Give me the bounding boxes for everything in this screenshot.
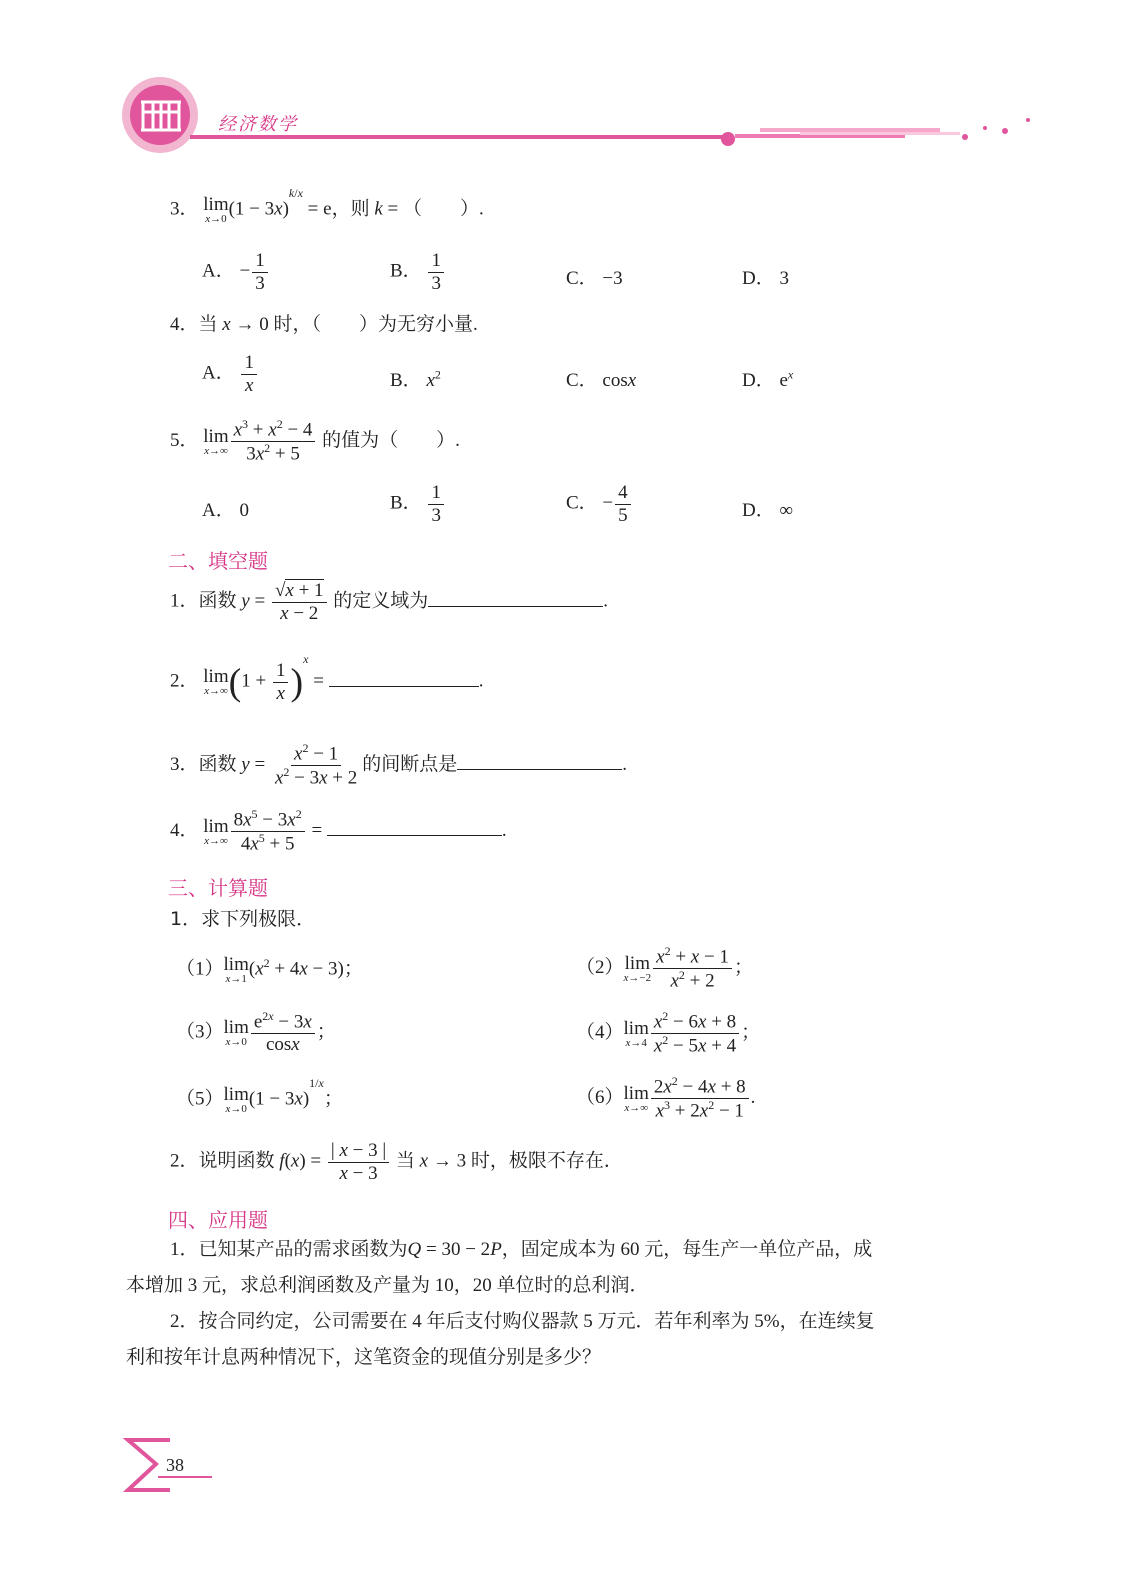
q5-option-b: B． $\frac{1}{3}$ <box>390 482 446 527</box>
fill-4: 4． lim x→∞ $\frac{8x^5 - 3x^2}{4x^5 + 5}$ = . <box>170 807 507 855</box>
page-number: 38 <box>166 1455 184 1475</box>
q3-option-a: A． − $\frac{1}{3}$ <box>202 250 270 295</box>
question-3: 3． lim x→0 $(1 - 3x)^{k/x} = e$，则 k = （ ）. <box>170 186 484 225</box>
app-1-line-2: 本增加 3 元，求总利润函数及产量为 10，20 单位时的总利润． <box>126 1275 649 1296</box>
q3-option-c: C． −3 <box>566 268 623 289</box>
fill-4-blank[interactable] <box>327 834 502 836</box>
calc-1-item-3: （3） lim x→0 $\frac{e^{2x} - 3x}{\cos x}$ ； <box>176 1009 336 1056</box>
fill-1: 1．函数 y = $\frac{√x + 1}{x - 2}$ 的定义域为 . <box>170 580 609 624</box>
fill-3-blank[interactable] <box>457 768 622 770</box>
q5-option-c: C． − $\frac{4}{5}$ <box>566 482 633 527</box>
calc-1-intro: 1．求下列极限． <box>170 908 316 930</box>
calc-1-item-4: （4） lim x→4 $\frac{x^2 - 6x + 8}{x^2 - 5x + 4}$ ； <box>576 1009 761 1057</box>
question-4: 4．当 x → 0 时，（ ）为无穷小量. <box>170 314 478 335</box>
calc-2: 2．说明函数 f(x) = $\frac{| x - 3 |}{x - 3}$ 当 x → 3 时，极限不存在． <box>170 1140 623 1184</box>
q4-option-b: B． $x^2$ <box>390 367 441 391</box>
question-5: 5． lim x→∞ $\frac{x^3 + x^2 - 4}{3x^2 + 5}$ 的值为（ ）. <box>170 417 460 465</box>
q4-option-c: C． cosx <box>566 370 637 391</box>
section-fill-in-title: 二、填空题 <box>168 549 268 573</box>
app-2-line-2: 利和按年计息两种情况下，这笔资金的现值分别是多少？ <box>126 1347 602 1368</box>
app-1-line-1: 1．已知某产品的需求函数为Q = 30 − 2P，固定成本为 60 元，每生产一单位产品，成 <box>170 1239 873 1260</box>
q4-option-a: A． $\frac{1}{x}$ <box>202 352 259 397</box>
q3-option-d: D． 3 <box>742 268 789 289</box>
q5-option-d: D． ∞ <box>742 500 794 521</box>
abacus-icon <box>139 98 183 134</box>
calc-1-item-5: （5） lim x→0 $(1 - 3x)^{1/x}$； <box>176 1076 343 1115</box>
calc-1-item-1: （1） lim x→1 $(x^2 + 4x - 3)$； <box>176 954 363 985</box>
section-calc-title: 三、计算题 <box>168 876 268 900</box>
section-application-title: 四、应用题 <box>168 1208 268 1232</box>
fill-2-blank[interactable] <box>329 685 479 687</box>
q4-option-d: D． $e^x$ <box>742 367 794 391</box>
q3-option-b: B． $\frac{1}{3}$ <box>390 250 446 295</box>
fill-2: 2． lim x→∞ (1 + $\frac{1}{x}$ )$^x$ = . <box>170 652 484 704</box>
q5-option-a: A． 0 <box>202 500 249 521</box>
fill-1-blank[interactable] <box>428 605 603 607</box>
app-2-line-1: 2．按合同约定，公司需要在 4 年后支付购仪器款 5 万元．若年利率为 5%，在连续复 <box>170 1311 875 1332</box>
fill-3: 3．函数 y = $\frac{x^2 - 1}{x^2 - 3x + 2}$ 的间断点是 . <box>170 741 628 789</box>
calc-1-item-6: （6） lim x→∞ $\frac{2x^2 - 4x + 8}{x^3 + 2x^2 - 1}$ . <box>576 1074 756 1122</box>
calc-1-item-2: （2） lim x→−2 $\frac{x^2 + x - 1}{x^2 + 2}$ ； <box>576 944 753 992</box>
header-title: 经济数学 <box>218 114 298 135</box>
